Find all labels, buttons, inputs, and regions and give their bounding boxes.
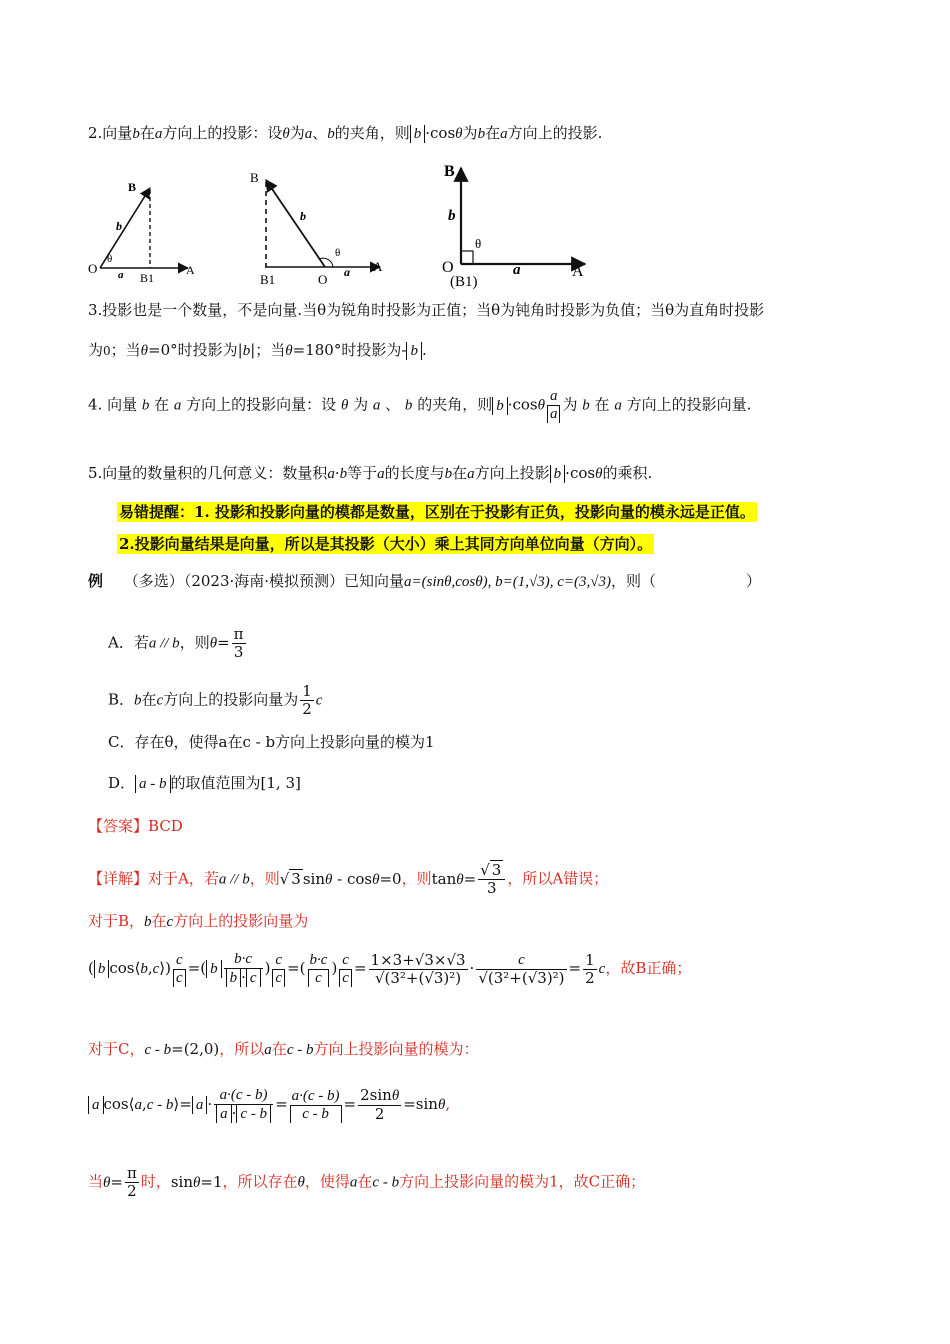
figure-obtuse [250, 170, 383, 287]
example-label: 例 [88, 572, 104, 590]
item-3-line1: 3.投影也是一个数量，不是向量.当θ为锐角时投影为正值；当θ为钝角时投影为负值；当θ为直角时投影 [88, 301, 765, 319]
fig2-b: b [300, 209, 306, 223]
detail-c-final: 当θ= $\frac{\pi}{2}$ 时，sinθ=1，所以存在θ，使得a在c - b方向上投影向量的模为1，故C正确； [88, 1164, 646, 1200]
fig1-B: B [128, 180, 137, 194]
fig2-O: O [318, 272, 328, 287]
fig3-B: B [444, 163, 455, 180]
figure-acute [88, 180, 195, 285]
fig2-A: A [373, 259, 383, 274]
example-tail: ，则（ ） [610, 572, 761, 590]
tip-line-2: 2.投影向量结果是向量，所以是其投影（大小）乘上其同方向单位向量（方向）。 [119, 535, 653, 553]
detail-b-formula: ( b cos⟨b,c⟩) $\frac{c}{c}$ =( b $\frac{b\cdot c}{b \cdot c}$ ) $\frac{c}{c}$ =( $\frac{b\cdot c}{c}$ ) $\frac{c}{c}$ = $\frac{1\times 3+√3\times√3}{\text{√(3²+(√3)²)}}$ · $\frac{c}{\text{√(3²+(√3)²)}}$ = $\frac{1}{2}$ c，故B正确； [88, 950, 692, 987]
option-b: B．b在c方向上的投影向量为 $\frac{1}{2}$ c [108, 682, 323, 718]
fig2-a: a [344, 265, 350, 279]
tip-line-1: 易错提醒：1. 投影和投影向量的模都是数量，区别在于投影有正负，投影向量的模永远是正值。 [119, 503, 755, 521]
option-d: D． a - b 的取值范围为[1, 3] [108, 774, 301, 792]
fig1-B1: B1 [140, 271, 155, 285]
fig3-B1: (B1) [450, 274, 478, 290]
detail-c-formula: a cos⟨a,c - b⟩= a · $\frac{a\cdot(c - b)}{a \cdot c - b}$ = $\frac{a\cdot(c - b)}{c - b}$ = $\frac{2\sin\theta}{2}$ =sinθ, [88, 1084, 450, 1125]
example-vectors: a=(sinθ,cosθ), b=(1,√3), c=(3,√3) [404, 574, 611, 590]
item-2: 2.向量b在a方向上的投影：设θ为a、b的夹角，则 b ·cosθ为b在a方向上的投影. [88, 124, 603, 142]
detail-c-intro: 对于C，c - b=(2,0)，所以a在c - b方向上投影向量的模为： [88, 1040, 479, 1058]
fig2-B1: B1 [260, 272, 276, 287]
fig3-b: b [448, 208, 456, 224]
item-4: 4. 向量 b 在 a 方向上的投影向量：设 θ 为 a 、 b 的夹角，则 b ·cosθ $\frac{a}{a}$ 为 b 在 a 方向上的投影向量. [88, 388, 752, 422]
option-a: A．若a // b，则θ= $\frac{\pi}{3}$ [108, 625, 244, 661]
example-source: （2023·海南·模拟预测）已知向量 [183, 572, 405, 590]
example-type: （多选） [123, 572, 184, 590]
example-header [88, 570, 761, 593]
answer-value: BCD [148, 817, 183, 835]
answer: 【答案】BCD [88, 817, 183, 835]
fig1-a: a [118, 269, 124, 281]
detail-b-intro: 对于B，b在c方向上的投影向量为 [88, 912, 309, 930]
fig3-O: O [442, 259, 454, 276]
fig2-theta: θ [335, 247, 341, 259]
fig3-A: A [572, 263, 584, 280]
fig1-theta: θ [107, 253, 113, 265]
item-3-line2: 为0；当θ=0°时投影为|b|；当θ=180°时投影为- b . [88, 341, 427, 359]
fig3-a: a [513, 262, 521, 278]
fig3-theta: θ [475, 236, 482, 251]
fig1-A: A [186, 263, 195, 277]
projection-figures [80, 160, 620, 290]
fig1-b: b [116, 219, 122, 233]
detail-a: 【详解】对于A，若a // b，则√ 3 sinθ - cosθ=0，则tanθ= $\frac{√ 3}{3}$ ，所以A错误； [88, 861, 609, 897]
figure-right [442, 163, 585, 290]
fig1-O: O [88, 261, 98, 276]
item-5: 5.向量的数量积的几何意义：数量积a·b等于a的长度与b在a方向上投影 b ·cosθ的乘积. [88, 464, 653, 482]
detail-b-conclusion: ，故B正确； [605, 959, 692, 977]
option-c: C．存在θ，使得a在c - b方向上投影向量的模为1 [108, 733, 435, 751]
fig2-B: B [250, 170, 259, 185]
